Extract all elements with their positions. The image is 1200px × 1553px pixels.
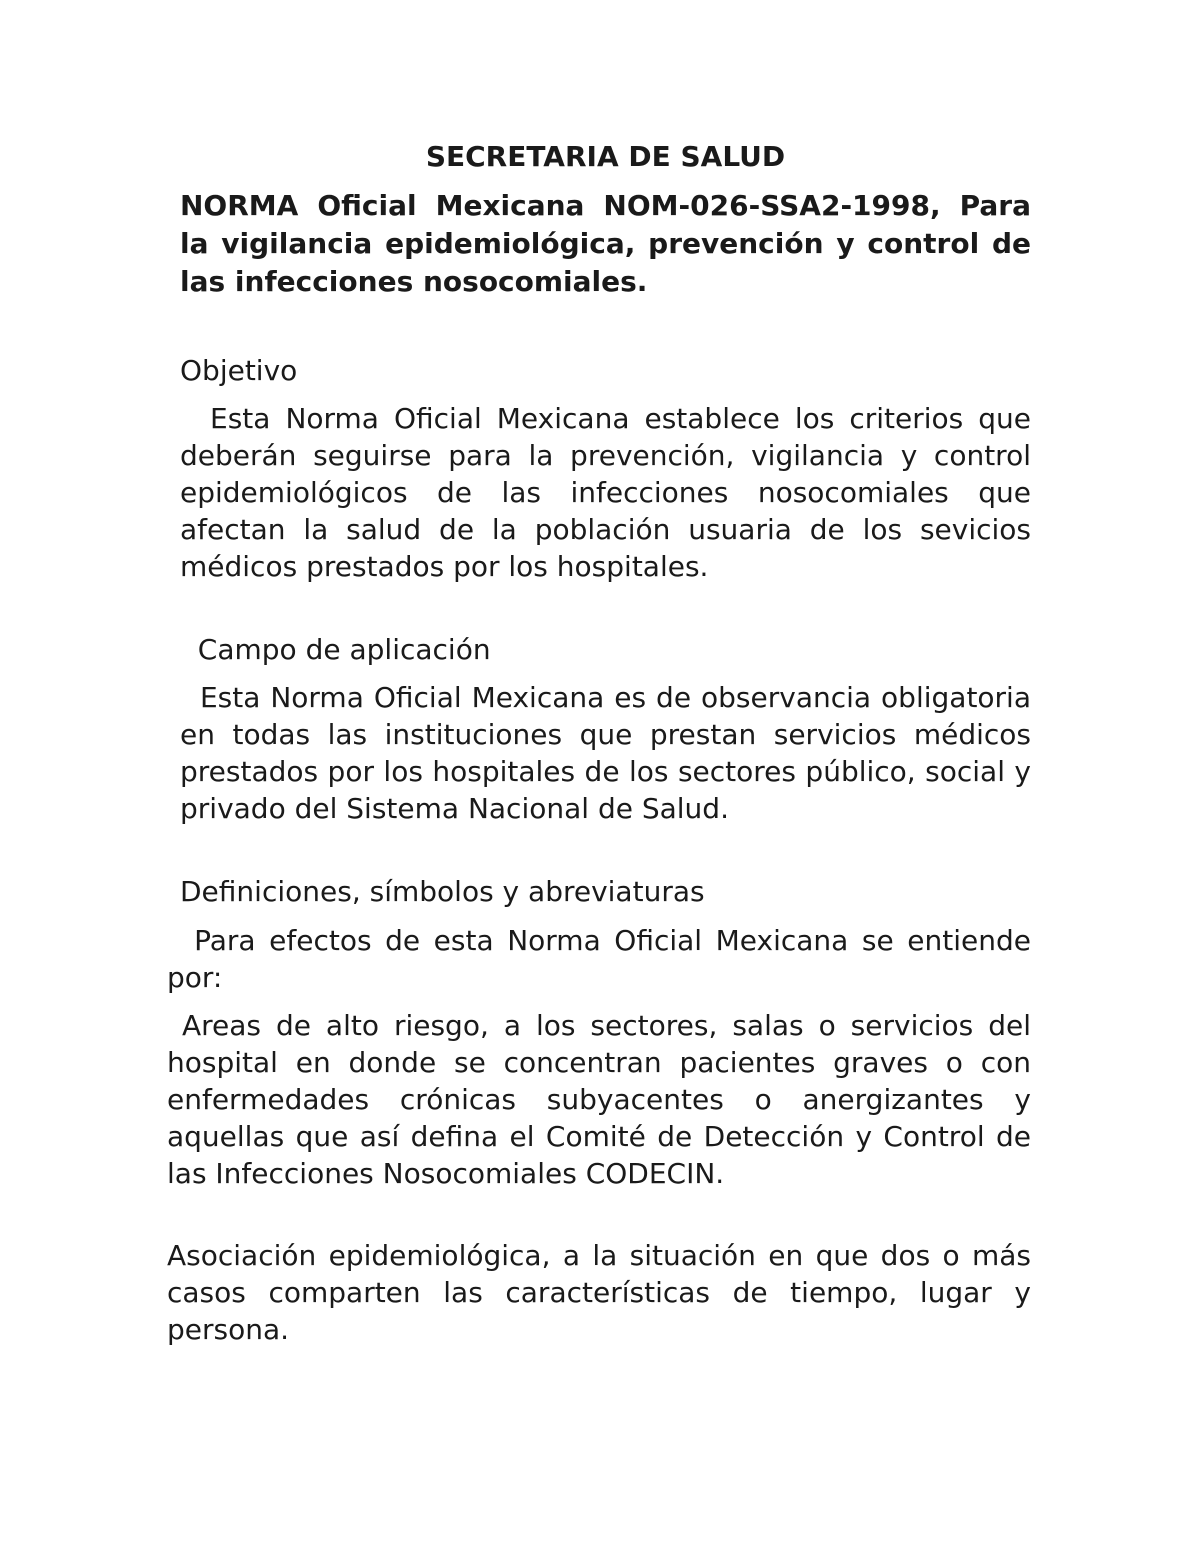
definiciones-intro: Para efectos de esta Norma Oficial Mexicana se entiende por: [167, 924, 1031, 994]
definicion-areas-alto-riesgo: Areas de alto riesgo, a los sectores, salas o servicios del hospital en donde se concentran pacientes graves o con enfermedades crónicas subyacentes o anergizantes y aquellas que así defina el Comité de Detección y Control de las Infecciones Nosocomiales CODECIN. [167, 1009, 1031, 1190]
campo-body: Esta Norma Oficial Mexicana es de observancia obligatoria en todas las instituciones que prestan servicios médicos prestados por los hospitales de los sectores público, social y privado del Sistema Nacional de Salud. [180, 681, 1031, 825]
norma-title: NORMA Oficial Mexicana NOM-026-SSA2-1998, Para la vigilancia epidemiológica, prevención y control de las infecciones nosocomiales. [180, 189, 1031, 298]
objetivo-body: Esta Norma Oficial Mexicana establece los criterios que deberán seguirse para la prevención, vigilancia y control epidemiológicos de las infecciones nosocomiales que afectan la salud de la población usuaria de los sevicios médicos prestados por los hospitales. [180, 402, 1031, 583]
campo-heading: Campo de aplicación [180, 633, 491, 666]
document-header: SECRETARIA DE SALUD [425, 140, 786, 173]
objetivo-heading: Objetivo [180, 354, 298, 387]
definiciones-heading: Definiciones, símbolos y abreviaturas [180, 875, 705, 908]
definicion-asociacion-epidemiologica: Asociación epidemiológica, a la situación en que dos o más casos comparten las características de tiempo, lugar y persona. [167, 1239, 1031, 1346]
